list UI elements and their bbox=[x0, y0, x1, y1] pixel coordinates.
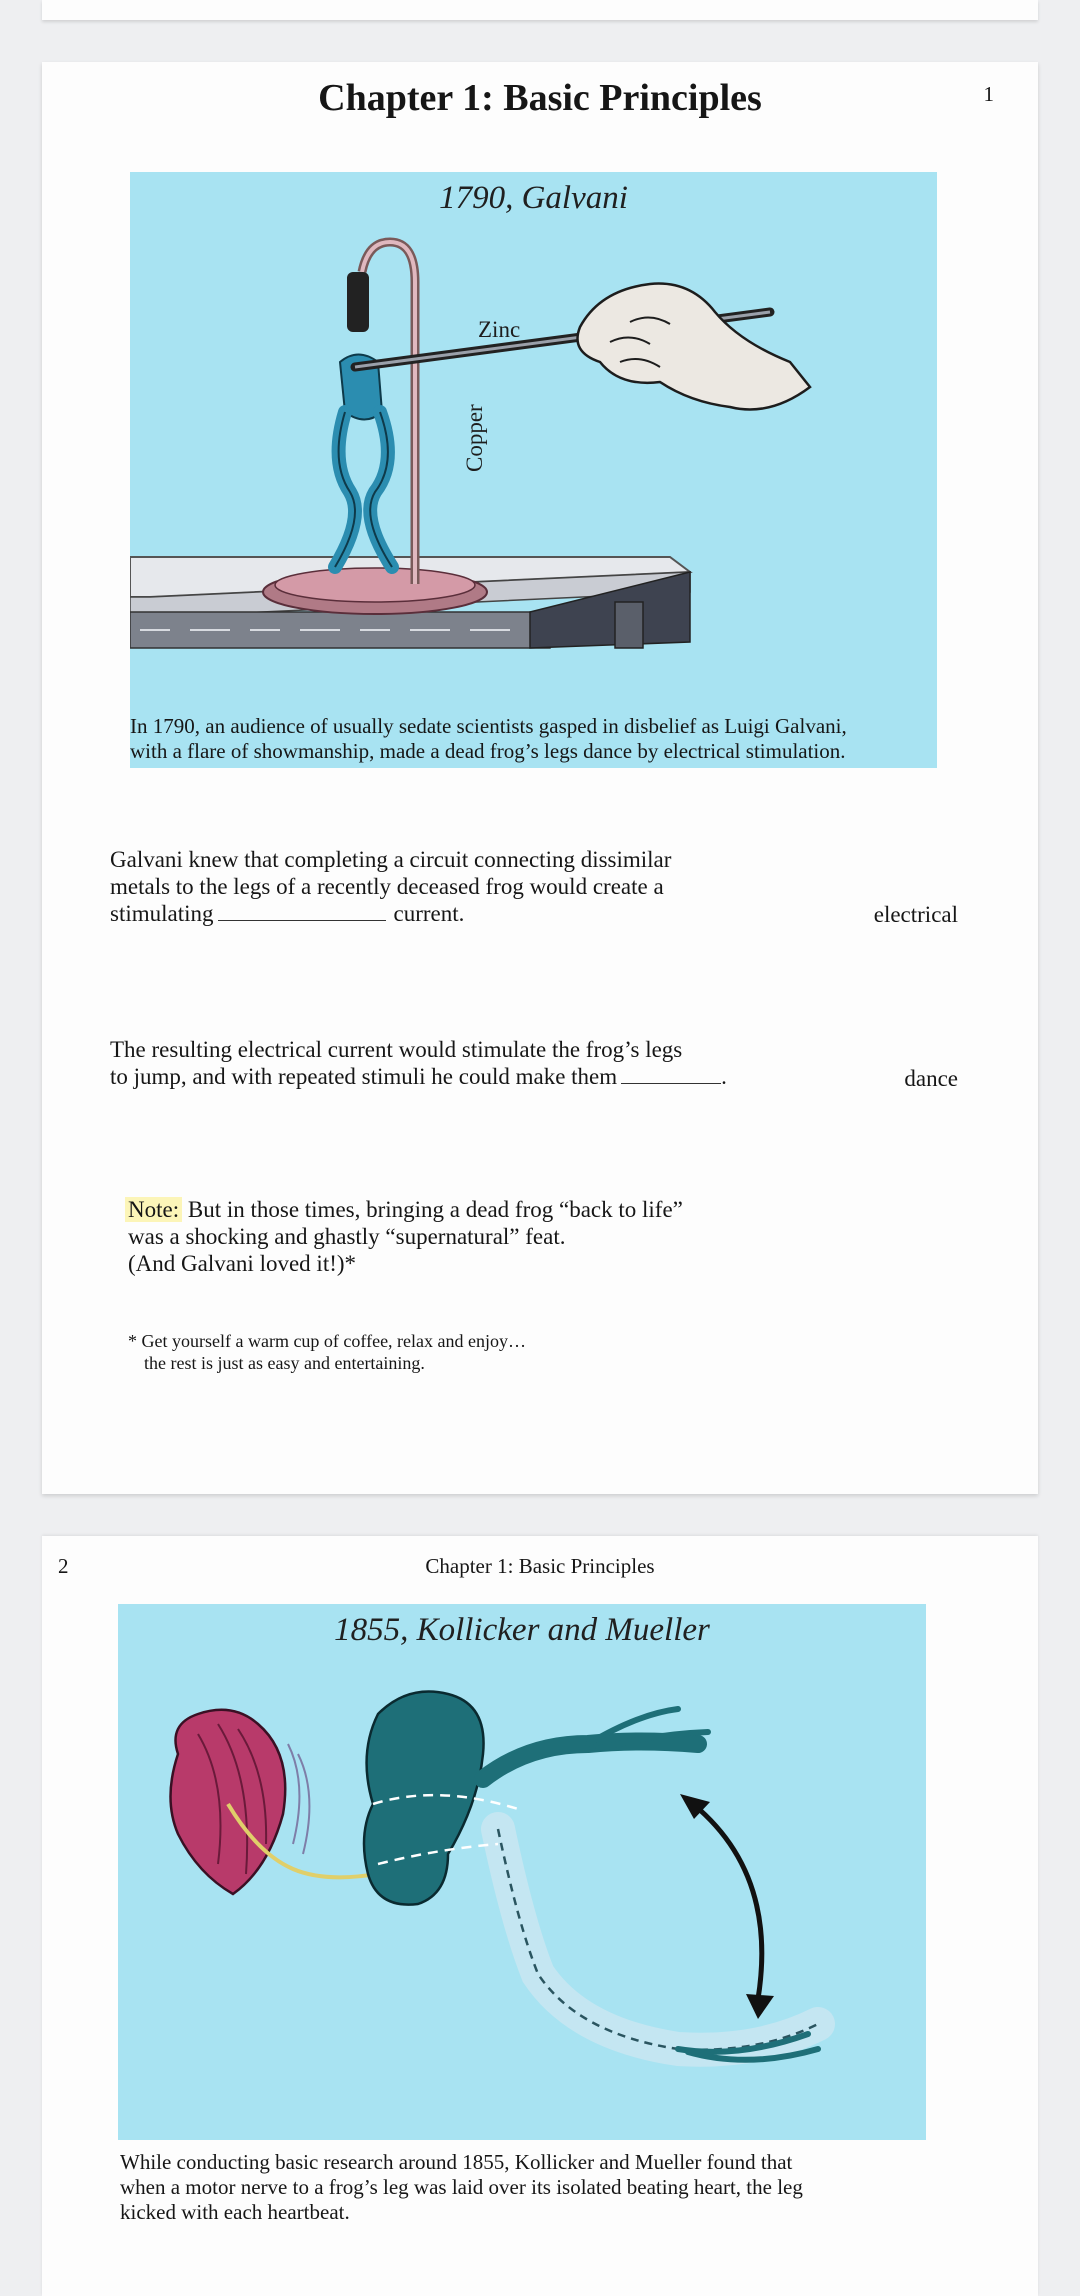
galvani-illustration bbox=[130, 172, 937, 768]
figure-caption bbox=[130, 714, 950, 764]
page-1 bbox=[42, 62, 1038, 1494]
fill-in-blank bbox=[621, 1065, 721, 1084]
caption-line: with a flare of showmanship, made a dead frog’s legs dance by electrical stimulation. bbox=[130, 739, 846, 763]
footnote bbox=[128, 1330, 768, 1374]
motion-arrow bbox=[693, 1804, 762, 1999]
copper-label: Copper bbox=[462, 404, 487, 472]
footnote-line: the rest is just as easy and entertaining. bbox=[144, 1353, 425, 1373]
note-line bbox=[128, 1196, 768, 1223]
question-text: to jump, and with repeated stimuli he could make them bbox=[110, 1064, 618, 1089]
question-line: The resulting electrical current would stimulate the frog’s legs bbox=[110, 1037, 683, 1062]
chapter-title: Chapter 1: Basic Principles bbox=[318, 77, 762, 119]
galvani-drawing bbox=[130, 172, 937, 768]
footnote-line: * Get yourself a warm cup of coffee, relax and enjoy… bbox=[128, 1331, 527, 1351]
question-line bbox=[110, 900, 810, 927]
note-block bbox=[128, 1196, 768, 1277]
fill-in-blank bbox=[218, 902, 386, 921]
note-text: But in those times, bringing a dead frog “back to life” bbox=[187, 1197, 683, 1222]
running-header: Chapter 1: Basic Principles bbox=[425, 1554, 655, 1578]
zinc-label: Zinc bbox=[478, 317, 521, 342]
caption-line: In 1790, an audience of usually sedate scientists gasped in disbelief as Luigi Galvani, bbox=[130, 714, 847, 738]
answer-1: electrical bbox=[873, 902, 958, 927]
kollicker-mueller-illustration bbox=[118, 1604, 926, 2140]
note-line: (And Galvani loved it!)* bbox=[128, 1251, 357, 1276]
caption-line: kicked with each heartbeat. bbox=[120, 2200, 350, 2224]
question-2 bbox=[110, 1036, 830, 1090]
page-number: 1 bbox=[983, 82, 994, 106]
figure-title: 1790, Galvani bbox=[439, 180, 628, 216]
caption-line: when a motor nerve to a frog’s leg was laid over its isolated beating heart, the leg bbox=[120, 2175, 803, 2199]
question-text: stimulating bbox=[110, 901, 214, 926]
question-line: metals to the legs of a recently deceased frog would create a bbox=[110, 874, 664, 899]
note-label: Note: bbox=[125, 1197, 182, 1222]
page-number: 2 bbox=[58, 1554, 69, 1578]
figure-caption bbox=[120, 2150, 940, 2225]
question-1 bbox=[110, 846, 810, 927]
question-line: Galvani knew that completing a circuit connecting dissimilar bbox=[110, 847, 672, 872]
question-text: . bbox=[721, 1064, 727, 1089]
page-2 bbox=[42, 1536, 1038, 2296]
note-line: was a shocking and ghastly “supernatural” feat. bbox=[128, 1224, 566, 1249]
question-text: current. bbox=[393, 901, 465, 926]
kollicker-drawing bbox=[118, 1604, 926, 2140]
figure-title: 1855, Kollicker and Mueller bbox=[334, 1612, 710, 1648]
caption-line: While conducting basic research around 1855, Kollicker and Mueller found that bbox=[120, 2150, 793, 2174]
question-line bbox=[110, 1063, 830, 1090]
frog bbox=[335, 272, 392, 567]
hand bbox=[578, 284, 811, 410]
table-leg bbox=[615, 602, 643, 648]
previous-page-edge bbox=[42, 0, 1038, 20]
answer-2: dance bbox=[904, 1066, 958, 1091]
